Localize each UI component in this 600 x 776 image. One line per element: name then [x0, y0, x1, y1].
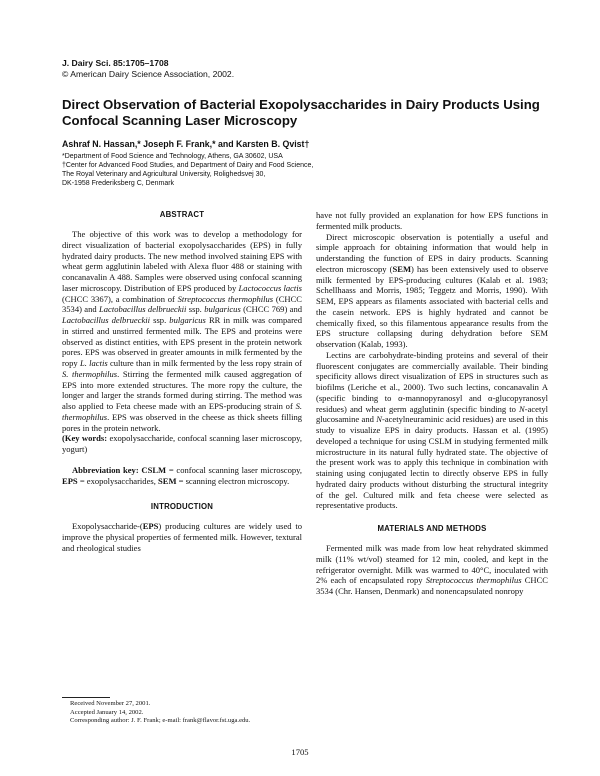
introduction-heading: INTRODUCTION [150, 502, 214, 512]
footnote-accepted: Accepted January 14, 2002. [70, 708, 144, 716]
intro-paragraph-lectins: Lectins are carbohydrate-binding proteins and several of their fluorescent conjugates are commercially available. Their binding specificity allows direct visualization of EPS in structures such as biofilms (Leriche et al., 2000). Two such lectins, concanavalin A (specific binding to α-mannopyranosyl and α-glucopyranosyl residues) and wheat germ agglutinin (specific binding to N-acetyl glucosamine and N-acetylneuraminic acid residues) are used in this study to visualize EPS in dairy products. Hassan et al. (1995) developed a technique for using CSLM in studying fermented milk microstructure in its natural fully hydrated state. The objective of the present work was to apply this technique in combination with staining using conjugated lectin to directly observe EPS in fully hydrated dairy products without disturbing the structural integrity of the gel. Cultured milk and feta cheese were selected as representative products. [316, 349, 549, 511]
paper-title: Direct Observation of Bacterial Exopolysaccharides in Dairy Products Using Confocal Scanning Laser Microscopy [62, 97, 540, 128]
materials-methods-heading: MATERIALS AND METHODS [377, 524, 487, 533]
author-list: Ashraf N. Hassan,* Joseph F. Frank,* and Karsten B. Qvist† [62, 139, 310, 149]
left-column [62, 210, 302, 554]
journal-copyright: © American Dairy Science Association, 2002. [62, 69, 235, 79]
abbreviation-key: Abbreviation key: CSLM = confocal scanning laser microscopy, EPS = exopolysaccharides, SEM = scanning electron microscopy. [62, 464, 302, 486]
journal-header [62, 58, 234, 80]
affiliation-line: *Department of Food Science and Technology, Athens, GA 30602, USA [62, 153, 283, 160]
footnotes [62, 700, 302, 726]
abstract-heading: ABSTRACT [159, 210, 205, 219]
intro-paragraph-sem: Direct microscopic observation is potentially a useful and simple approach for obtaining information that would help in understanding the function of EPS in dairy products. Scanning electron microscopy (SEM) has been extensively used to observe milk fermented by EPS-producing cultures (Kalab et al. 1983; Schellhaass and Morris, 1985; Teggetz and Morris, 1990). With SEM, EPS appears as filaments associated with bacterial cells and the casein network. EPS is highly hydrated and cannot be chemically fixed, so this filamentous appearance results from the EPS structure collapsing during dehydration before SEM observation (Kalab, 1993). [316, 231, 548, 349]
abstract-text: The objective of this work was to develop a methodology for direct visualization of bacterial exopolysaccharides (EPS) in fully hydrated dairy products. The new method involved staining EPS with wheat germ agglutinin labeled with Alexa fluor 488 or staining with concanavalin A 488. Samples were observed using confocal scanning laser microscopy. Distribution of EPS produced by Lactococcus lactis (CHCC 3367), a combination of Streptococcus thermophilus (CHCC 3534) and Lactobacillus delbrueckii ssp. bulgaricus (CHCC 769) and Lactobacillus delbrueckii ssp. bulgaricus RR in milk was compared in stirred and unstirred fermented milk. The EPS and proteins were observed as distinct entities, with EPS present in the protein network pores. EPS was observed in greater amounts in milk fermented by the ropy L. lactis culture than in milk fermented by the less ropy strain of S. thermophilus. Stirring the fermented milk caused aggregation of EPS into more extended structures. The more ropy the culture, the longer and larger the strands formed during stirring. The method was also applied to Feta cheese made with an EPS-producing strain of S. thermophilus. EPS was observed in the cheese as thick sheets filling pores in the protein network. [62, 229, 303, 433]
affiliation-line: The Royal Veterinary and Agricultural University, Rolighedsvej 30, [62, 171, 266, 179]
affiliations [62, 152, 313, 188]
footnote-received: Received November 27, 2001. [70, 700, 151, 707]
intro-continued-paragraph: have not fully provided an explanation for how EPS functions in fermented milk products. [316, 210, 548, 231]
affiliation-line: DK-1958 Frederiksberg C, Denmark [62, 180, 175, 188]
right-column [316, 210, 548, 597]
keywords: (Key words: exopolysaccharide, confocal scanning laser microscopy, yogurt) [62, 433, 302, 454]
page-number: 1705 [291, 747, 309, 757]
journal-citation: J. Dairy Sci. 85:1705–1708 [62, 58, 169, 68]
introduction-paragraph: Exopolysaccharide-(EPS) producing cultures are widely used to improve the physical properties of fermented milk. However, textural and rheological studies [62, 521, 302, 553]
footnote-divider [62, 697, 110, 698]
affiliation-line: †Center for Advanced Food Studies, and Department of Dairy and Food Science, [62, 162, 314, 170]
footnote-corresponding: Corresponding author: J. F. Frank; e-mail: frank@flavor.fst.uga.edu. [70, 717, 251, 725]
methods-paragraph: Fermented milk was made from low heat rehydrated skimmed milk (11% wt/vol) steamed for 12 min, cooled, and kept in the refrigerator overnight. Milk was warmed to 40°C, inoculated with 2% each of encapsulated ropy Streptococcus thermophilus CHCC 3534 (Chr. Hansen, Denmark) and nonencapsulated nonropy [316, 543, 548, 596]
